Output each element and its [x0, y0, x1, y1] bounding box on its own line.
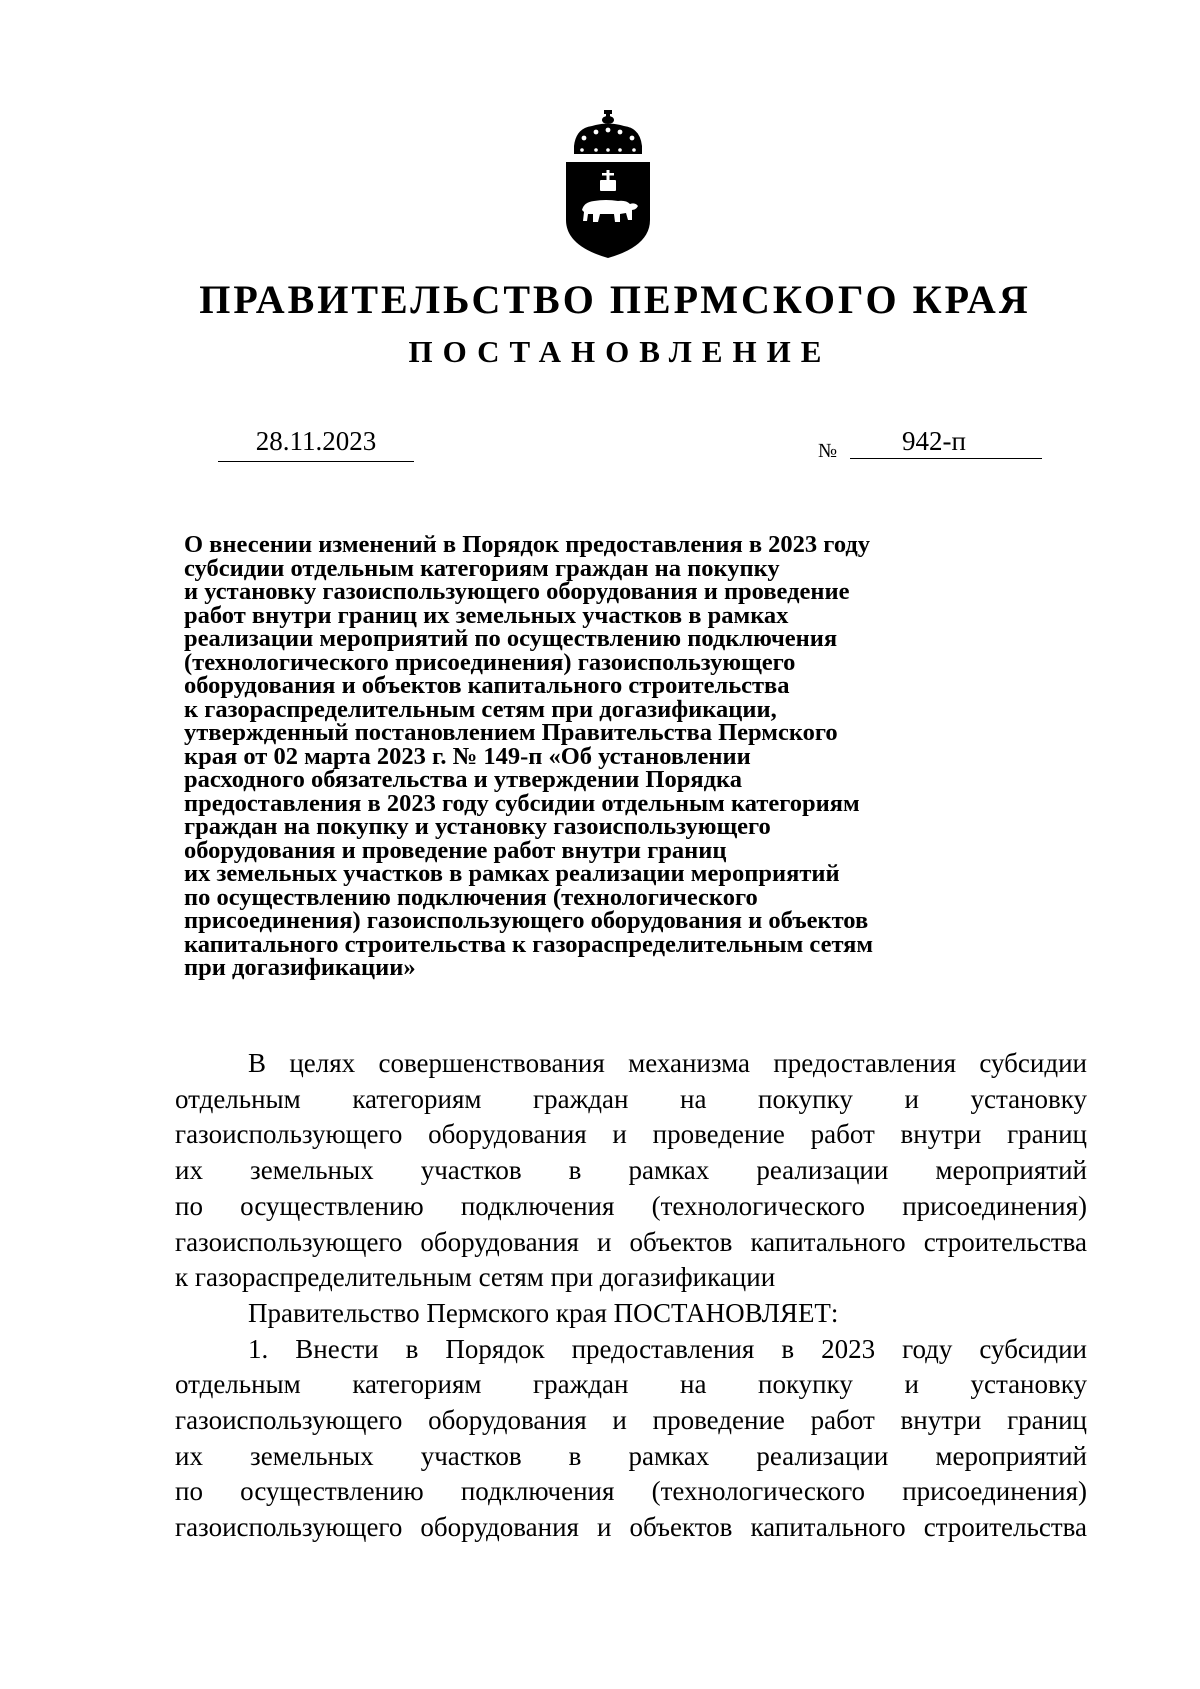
- body-line: газоиспользующего оборудования и проведение работ внутри границ: [175, 1405, 1087, 1436]
- document-type: ПОСТАНОВЛЕНИЕ: [408, 334, 832, 369]
- subject-line: их земельных участков в рамках реализации мероприятий: [184, 860, 840, 887]
- body-line: газоиспользующего оборудования и проведение работ внутри границ: [175, 1119, 1087, 1150]
- body-line: по осуществлению подключения (технологического присоединения): [175, 1476, 1087, 1507]
- subject-line: работ внутри границ их земельных участков в рамках: [184, 601, 789, 629]
- subject-line: края от 02 марта 2023 г. № 149-п «Об установлении: [184, 742, 751, 770]
- body-line: В целях совершенствования механизма предоставления субсидии: [248, 1048, 1087, 1078]
- subject-line: присоединения) газоиспользующего оборудования и объектов: [184, 907, 869, 934]
- subject-line: при догазификации»: [184, 954, 416, 981]
- subject-line: и установку газоиспользующего оборудования и проведение: [184, 578, 850, 605]
- body-line: их земельных участков в рамках реализации мероприятий: [175, 1155, 1087, 1186]
- subject-line: оборудования и объектов капитального строительства: [184, 672, 790, 699]
- subject-line: утвержденный постановлением Правительства Пермского: [184, 719, 838, 746]
- coat-of-arms-icon: [562, 110, 654, 260]
- document-number: 942-п: [850, 424, 1042, 459]
- body-line: 1. Внести в Порядок предоставления в 2023 году субсидии: [248, 1333, 1087, 1364]
- subject-line: предоставления в 2023 году субсидии отдельным категориям: [184, 789, 860, 817]
- subject-line: по осуществлению подключения (технологического: [184, 883, 758, 911]
- body-line: по осуществлению подключения (технологического присоединения): [175, 1190, 1087, 1221]
- document-date: 28.11.2023: [218, 424, 414, 462]
- subject-line: расходного обязательства и утверждении Порядка: [184, 766, 743, 793]
- subject-line: оборудования и проведение работ внутри границ: [184, 836, 727, 864]
- number-sign: №: [818, 440, 838, 462]
- subject-line: О внесении изменений в Порядок предоставления в 2023 году: [184, 531, 871, 558]
- resolves-line: Правительство Пермского края ПОСТАНОВЛЯЕТ:: [248, 1297, 839, 1328]
- body-line: газоиспользующего оборудования и объектов капитального строительства: [175, 1226, 1087, 1257]
- resolves-paragraph: [175, 1296, 1087, 1332]
- body-line: газоиспользующего оборудования и объектов капитального строительства: [175, 1512, 1087, 1543]
- subject-line: капитального строительства к газораспределительным сетям: [184, 930, 874, 958]
- document-number-block: [818, 420, 1042, 461]
- body-line: отдельным категориям граждан на покупку и установку: [175, 1369, 1087, 1400]
- subject-line: (технологического присоединения) газоиспользующего: [184, 648, 796, 676]
- subject-line: к газораспределительным сетям при догазификации,: [184, 695, 777, 723]
- body-line: отдельным категориям граждан на покупку и установку: [175, 1083, 1087, 1114]
- document-body: [175, 1046, 1087, 1546]
- preamble-paragraph: [175, 1046, 1087, 1296]
- document-subject: [184, 533, 1004, 980]
- item-1-paragraph: [175, 1332, 1087, 1546]
- subject-line: реализации мероприятий по осуществлению подключения: [184, 625, 838, 652]
- government-title: ПРАВИТЕЛЬСТВО ПЕРМСКОГО КРАЯ: [199, 277, 1031, 322]
- subject-line: граждан на покупку и установку газоиспользующего: [184, 813, 771, 840]
- subject-line: субсидии отдельным категориям граждан на покупку: [184, 554, 780, 582]
- body-line: к газораспределительным сетям при догазификации: [175, 1262, 776, 1293]
- body-line: их земельных участков в рамках реализации мероприятий: [175, 1440, 1087, 1471]
